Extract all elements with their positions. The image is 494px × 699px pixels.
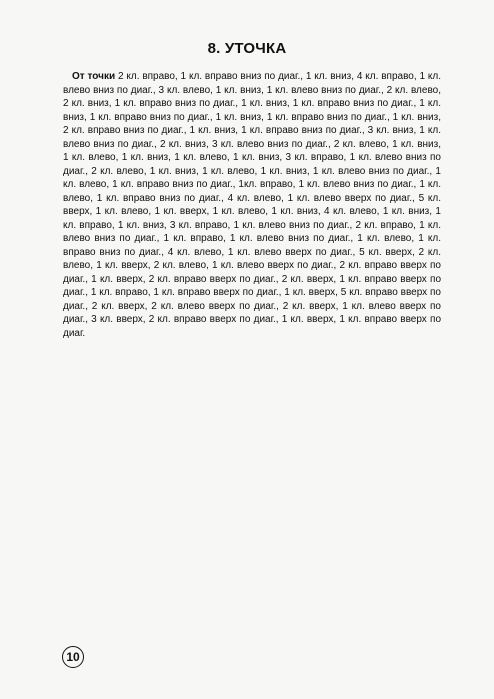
page-title: 8. УТОЧКА [207, 40, 287, 57]
page-number: 10 [66, 650, 80, 664]
instruction-text: 2 кл. вправо, 1 кл. вправо вниз по диаг., 1 кл. вниз, 4 кл. вправо, 1 кл. влево вниз по диаг., 3 кл. влево, 1 кл. вниз, 1 кл. влево вниз по диаг., 2 кл. влево, 2 кл. вниз, 1 кл. вправо вниз по диаг., 1 кл. вниз, 1 кл. вправо вниз по диаг., 1 кл. вниз, 1 кл. вправо вниз по диаг., 1 кл. вниз, 1 кл. вправо вниз по диаг., 1 кл. вниз, 2 кл. вправо вниз по диаг., 1 кл. вниз, 1 кл. вправо вниз по диаг., 3 кл. вниз, 1 кл. влево вниз по диаг., 2 кл. вниз, 3 кл. влево вниз по диаг., 2 кл. влево, 1 кл. вниз, 1 кл. влево, 1 кл. вниз, 1 кл. влево, 1 кл. вниз, 3 кл. вправо, 1 кл. влево вниз по диаг., 2 кл. влево, 1 кл. вниз, 1 кл. влево, 1 кл. вниз, 1 кл. влево вниз по диаг., 1 кл. влево, 1 кл. вправо вниз по диаг., 1кл. вправо, 1 кл. влево вниз по диаг., 1 кл. влево, 1 кл. вправо вниз по диаг., 4 кл. влево, 1 кл. влево вверх по диаг., 5 кл. вверх, 1 кл. влево, 1 кл. вверх, 1 кл. влево, 1 кл. вниз, 4 кл. влево, 1 кл. вниз, 1 кл. вправо, 1 кл. вниз, 3 кл. вправо, 1 кл. влево вниз по диаг., 2 кл. вправо, 1 кл. влево вниз по диаг., 1 кл. вправо, 1 кл. влево вниз по диаг., 1 кл. влево, 1 кл. вправо вниз по диаг., 4 кл. влево, 1 кл. влево вверх по диаг., 5 кл. вверх, 2 кл. влево, 1 кл. вверх, 2 кл. влево, 1 кл. влево вверх по диаг., 2 кл. вправо вверх по диаг., 1 кл. вверх, 2 кл. вправо вверх по диаг., 2 кл. вверх, 1 кл. вправо вверх по диаг., 1 кл. вправо, 1 кл. вправо вверх по диаг., 1 кл. вверх, 5 кл. вправо вверх по диаг., 2 кл. вверх, 2 кл. влево вверх по диаг., 2 кл. вверх, 1 кл. влево вверх по диаг., 3 кл. вверх, 2 кл. вправо вверх по диаг., 1 кл. вверх, 1 кл. вправо вверх по диаг. [63, 71, 441, 339]
instruction-lead: От точки [72, 71, 116, 82]
instruction-paragraph [63, 70, 441, 340]
page-number-badge [62, 646, 84, 668]
